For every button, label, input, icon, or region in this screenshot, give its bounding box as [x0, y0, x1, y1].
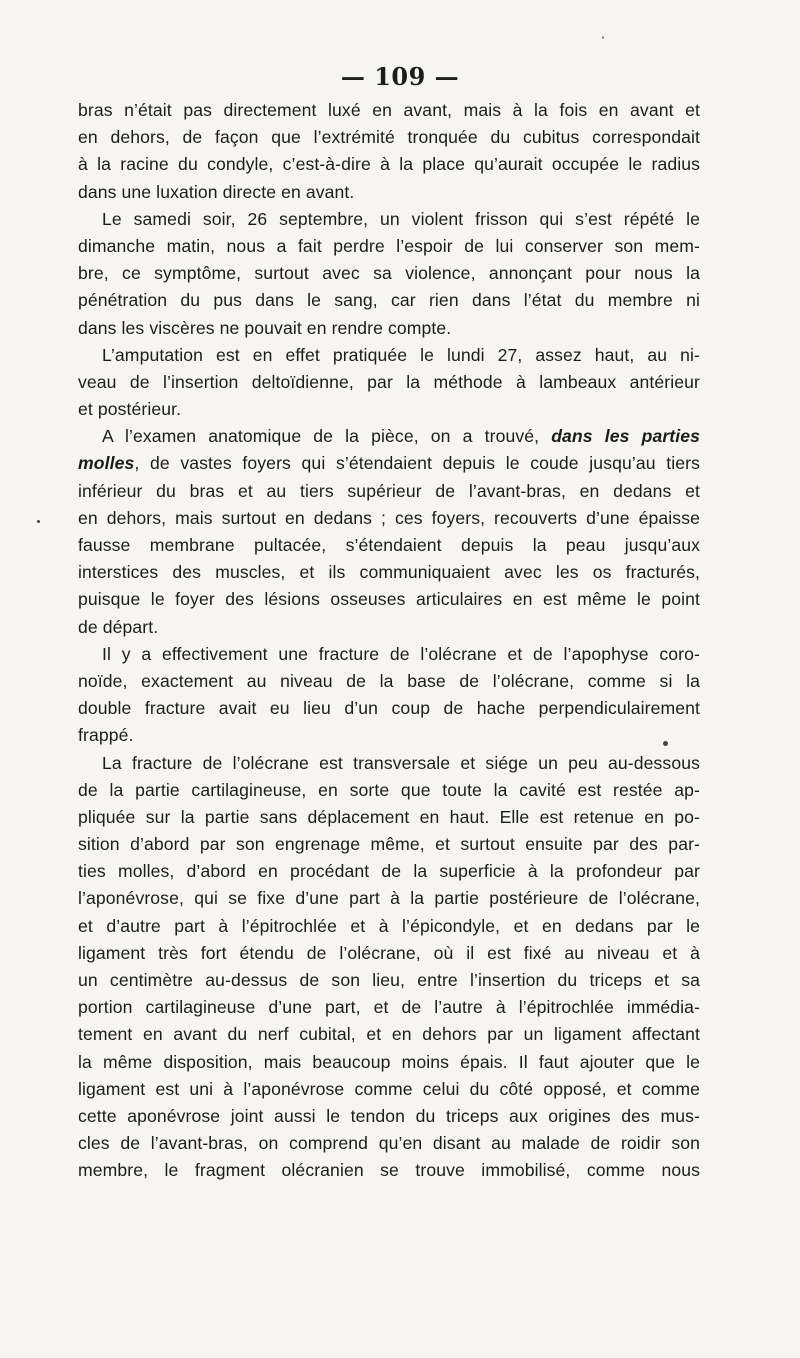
text-line: La fracture de l’olécrane est transversale et siége un peu au-dessous	[102, 752, 700, 773]
text-line: la même disposition, mais beaucoup moins épais. Il faut ajouter que le	[78, 1051, 700, 1072]
scan-speck	[37, 520, 40, 523]
text-line: puisque le foyer des lésions osseuses articulaires en est même le point	[78, 589, 700, 610]
text-line: ligament très fort étendu de l’olécrane, où il est fixé au niveau et à	[78, 942, 700, 963]
text-line: inférieur du bras et au tiers supérieur de l’avant-bras, en dedans et	[78, 480, 700, 501]
text-line: et d’autre part à l’épitrochlée et à l’épicondyle, et en dedans par le	[78, 915, 700, 936]
scan-speck	[602, 36, 604, 39]
text-line: tement en avant du nerf cubital, et en dehors par un ligament affectant	[78, 1024, 700, 1045]
text-line: fausse membrane pultacée, s’étendaient depuis la peau jusqu’aux	[78, 535, 700, 555]
italic-run: molles	[78, 453, 135, 474]
text-line: ligament est uni à l’aponévrose comme celui du côté opposé, et comme	[78, 1078, 700, 1099]
text-line: Il y a effectivement une fracture de l’olécrane et de l’apophyse coro-	[102, 643, 700, 664]
text-line: l’aponévrose, qui se fixe d’une part à la partie postérieure de l’olécrane,	[78, 888, 700, 909]
text-line: en dehors, mais surtout en dedans ; ces foyers, recouverts d’une épaisse	[78, 507, 700, 528]
text-line: cette aponévrose joint aussi le tendon du triceps aux origines des mus-	[78, 1105, 700, 1126]
text-line: de départ.	[78, 616, 159, 637]
text-line: frappé.	[78, 725, 134, 746]
page-number: — 109 —	[340, 62, 460, 91]
text-run: , de vastes foyers qui s’étendaient depuis le coude jusqu’au tiers	[134, 453, 700, 474]
text-line: dimanche matin, nous a fait perdre l’espoir de lui conserver son mem-	[78, 235, 700, 256]
text-line: ties molles, d’abord en procédant de la superficie à la profondeur par	[78, 861, 700, 882]
text-line: bre, ce symptôme, surtout avec sa violence, annonçant pour nous la	[78, 263, 700, 284]
text-line: bras n’était pas directement luxé en avant, mais à la fois en avant et	[78, 100, 700, 120]
scan-speck	[663, 741, 668, 746]
text-line: pliquée sur la partie sans déplacement en haut. Elle est retenue en po-	[78, 806, 700, 827]
text-line: dans une luxation directe en avant.	[78, 181, 355, 202]
body-text	[78, 97, 700, 1185]
text-line: à la racine du condyle, c’est-à-dire à la place qu’aurait occupée le radius	[78, 154, 700, 175]
text-line: noïde, exactement au niveau de la base de l’olécrane, comme si la	[78, 670, 700, 691]
text-line	[78, 423, 700, 450]
text-line: cles de l’avant-bras, on comprend qu’en disant au malade de roidir son	[78, 1133, 700, 1154]
text-line: pénétration du pus dans le sang, car rien dans l’état du membre ni	[78, 290, 700, 311]
text-line: interstices des muscles, et ils communiquaient avec les os fracturés,	[78, 562, 700, 583]
text-line: Le samedi soir, 26 septembre, un violent frisson qui s’est répété le	[102, 208, 700, 229]
text-line: et postérieur.	[78, 399, 182, 420]
text-line: double fracture avait eu lieu d’un coup de hache perpendiculairement	[78, 698, 700, 719]
text-run: A l’examen anatomique de la pièce, on a trouvé,	[102, 426, 552, 447]
text-line: portion cartilagineuse d’une part, et de l’autre à l’épitrochlée immédia-	[78, 997, 700, 1018]
text-line	[78, 450, 700, 477]
text-line: sition d’abord par son engrenage même, et surtout ensuite par des par-	[78, 834, 700, 855]
text-line: veau de l’insertion deltoïdienne, par la méthode à lambeaux antérieur	[78, 371, 700, 392]
text-line: de la partie cartilagineuse, en sorte que toute la cavité est restée ap-	[78, 779, 700, 800]
text-line: membre, le fragment olécranien se trouve immobilisé, comme nous	[78, 1160, 700, 1181]
italic-run: dans les parties	[551, 426, 701, 447]
text-line: en dehors, de façon que l’extrémité tronquée du cubitus correspondait	[78, 127, 700, 148]
text-line: dans les viscères ne pouvait en rendre compte.	[78, 317, 452, 338]
text-line: L’amputation est en effet pratiquée le lundi 27, assez haut, au ni-	[102, 344, 700, 365]
text-line: un centimètre au-dessus de son lieu, entre l’insertion du triceps et sa	[78, 970, 700, 990]
